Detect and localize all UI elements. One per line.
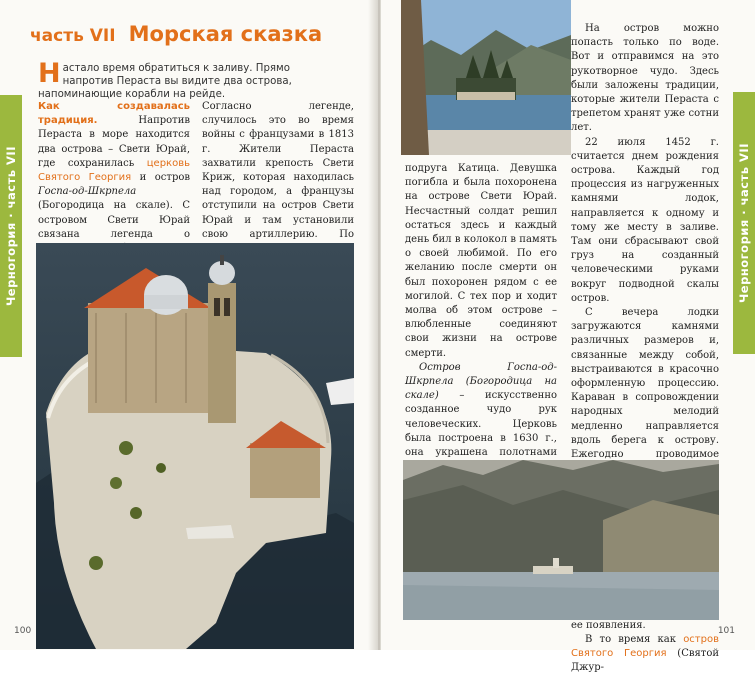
left-page (0, 0, 376, 650)
side-tab-label: Черногория · часть VII (737, 142, 751, 303)
body-text: В то время как (585, 633, 684, 645)
right-page (381, 0, 755, 674)
body-text-italic: Госпа-од-Шкрпела (38, 186, 137, 198)
chapter-title: Морская сказка (128, 22, 323, 46)
page-number-right: 101 (717, 626, 735, 636)
highlight-church: церковь Святого Георгия (38, 157, 190, 184)
intro-paragraph (38, 58, 338, 101)
chapter-header (30, 22, 322, 46)
island-aerial-photo (36, 243, 354, 649)
island-photo-top (401, 0, 571, 155)
body-text: 22 июля 1452 г. считается днем рождения острова. Каждый год процессия из нагруженных камнями лодок, направляется к одному и тому же месту в заливе. Там они сбрасывают свой груз на созданный человеческими руками вокруг подводной скалы остров. (571, 136, 719, 304)
body-text: (Богородица на скале). С островом Свети Юрай связана легенда о (38, 200, 190, 240)
body-text: Согласно легенде, случилось это во время войны с французами в 1813 г. Жители Пераста захватили крепость Свети Криж, которая находилась над городом, а французы отступили на остров Свети Юрай и там установили свою артиллерию. По (202, 101, 354, 240)
side-tab-right (733, 92, 755, 354)
chapter-part: часть VII (30, 26, 116, 46)
body-text: – искусственно созданное чудо рук человеческих. Церковь была построена в 1630 г., она украшена полотнами (405, 390, 557, 459)
body-text-italic: Остров Госпа-од-Шкрпела (Богородица на скале) (405, 361, 557, 402)
page-number-left: 100 (14, 626, 32, 636)
subheading: Как создавалась традиция. (38, 101, 190, 127)
body-text: Свети Юрай (118, 143, 187, 155)
side-tab-left (0, 95, 22, 357)
drop-cap: Н (38, 58, 61, 89)
body-text: С вечера лодки загружаются камнями различных размеров и, связанные между собой, выстраиваются в красочно оформленную процессию. Караван в сопровождении народных мелодий медленно направляется вдоль берега к острову. Ежегодно проводимое ее появления. (571, 307, 719, 631)
side-tab-label: Черногория · часть VII (4, 145, 18, 306)
body-text: подруга Катица. Девушка погибла и была похоронена на острове Свети Юрай. Несчастный солдат решил остаться здесь и каждый день бил в колокол в память о своей любимой. По его желанию после смерти он был похоронен рядом с ее могилой. С тех пор и ходит молва об этом острове – влюбленные соединяют свои жизни на острове смерти. (405, 163, 557, 359)
body-text: На остров можно попасть только по воде. Вот и отправимся на это рукотворное чудо. Здесь были заложены традиции, которые жители Пераста с трепетом хранят уже сотни лет. (571, 23, 719, 134)
body-text: Напротив Пераста в море находится два острова – (38, 115, 190, 155)
body-text: (Святой Джур- (571, 647, 720, 674)
body-text: , где сохранилась (38, 143, 190, 169)
intro-text: астало время обратиться к заливу. Прямо напротив Пераста вы видите два острова, напоминающие корабли на рейде. (38, 63, 292, 100)
bay-panorama-photo (403, 460, 719, 620)
highlight-island: остров Святого Георгия (571, 633, 719, 659)
body-text: и остров (131, 172, 190, 184)
